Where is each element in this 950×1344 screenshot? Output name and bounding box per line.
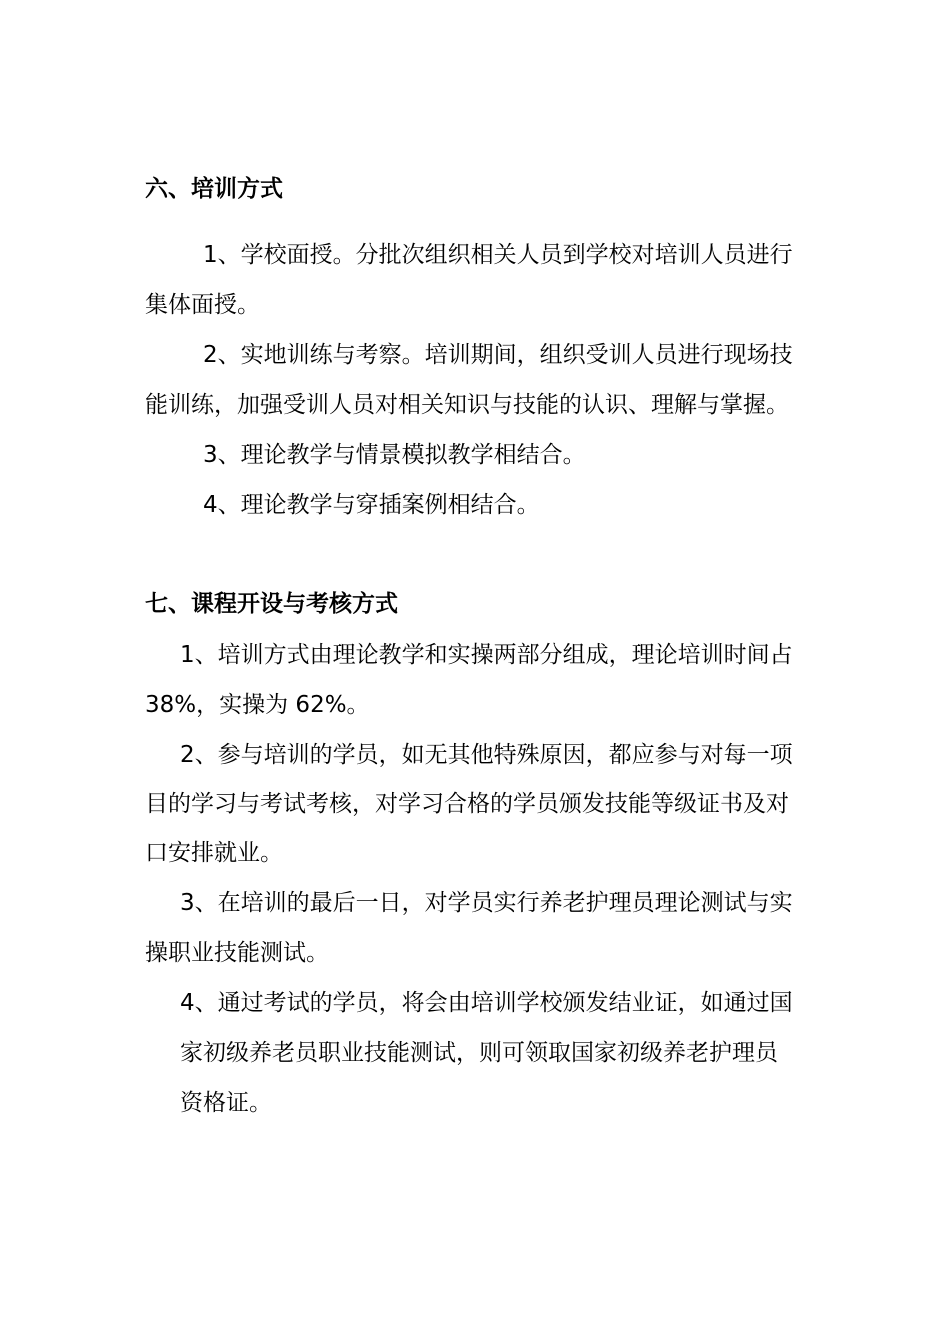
paragraph-line: 4、理论教学与穿插案例相结合。 <box>203 492 540 518</box>
paragraph-line: 38%，实操为 62%。 <box>145 692 370 718</box>
section-heading: 六、培训方式 <box>145 176 283 202</box>
paragraph-line: 2、参与培训的学员，如无其他特殊原因，都应参与对每一项 <box>180 742 793 768</box>
paragraph-line: 目的学习与考试考核，对学习合格的学员颁发技能等级证书及对 <box>145 791 789 817</box>
paragraph-line: 口安排就业。 <box>145 840 283 866</box>
paragraph-line: 1、学校面授。分批次组织相关人员到学校对培训人员进行 <box>203 242 793 268</box>
paragraph-line: 家初级养老员职业技能测试，则可领取国家初级养老护理员 <box>180 1040 778 1066</box>
paragraph-line: 操职业技能测试。 <box>145 940 329 966</box>
section-heading: 七、课程开设与考核方式 <box>145 591 398 617</box>
paragraph-line: 能训练，加强受训人员对相关知识与技能的认识、理解与掌握。 <box>145 392 789 418</box>
paragraph-line: 4、通过考试的学员，将会由培训学校颁发结业证，如通过国 <box>180 990 793 1016</box>
paragraph-line: 集体面授。 <box>145 292 260 318</box>
paragraph-line: 2、实地训练与考察。培训期间，组织受训人员进行现场技 <box>203 342 793 368</box>
paragraph-line: 资格证。 <box>180 1090 272 1116</box>
paragraph-line: 1、培训方式由理论教学和实操两部分组成，理论培训时间占 <box>180 642 793 668</box>
paragraph-line: 3、理论教学与情景模拟教学相结合。 <box>203 442 586 468</box>
paragraph-line: 3、在培训的最后一日，对学员实行养老护理员理论测试与实 <box>180 890 793 916</box>
